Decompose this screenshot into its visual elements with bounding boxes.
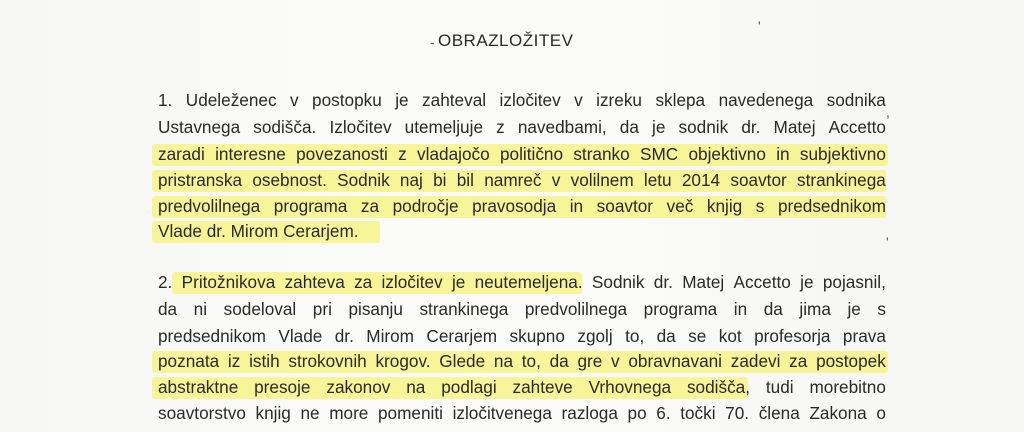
word: sodišča. (253, 117, 317, 137)
word: izreku (596, 90, 642, 110)
word: dr. (653, 272, 673, 292)
word: Glede (439, 351, 486, 371)
word: Sodnik (337, 170, 390, 190)
line-text (158, 88, 886, 112)
word: 2. (158, 272, 173, 292)
word: podlagi (441, 377, 497, 397)
word: strokovnih (288, 351, 367, 371)
word: je (395, 90, 409, 110)
paragraph-line (158, 115, 886, 139)
word: da (763, 299, 783, 319)
line-text (158, 270, 886, 294)
word: da (158, 299, 178, 319)
word: stranko (573, 144, 630, 164)
paragraph-line (158, 324, 886, 348)
word: programa (273, 196, 348, 216)
paragraph-line (158, 142, 886, 166)
word: predsednikom (777, 196, 886, 216)
word: postopku (312, 90, 382, 110)
word: Mirom (366, 326, 415, 346)
word: Vlade (278, 326, 323, 346)
word: da (619, 117, 639, 137)
word: krogov. (375, 351, 431, 371)
word: Accetto (733, 272, 791, 292)
word: za (360, 196, 380, 216)
pen-mark: , (886, 104, 890, 120)
word: more (329, 403, 369, 423)
word: na (406, 377, 426, 397)
paragraph-line (158, 401, 886, 425)
word: neutemeljena. (474, 272, 583, 292)
word: poznata (158, 351, 220, 371)
word: jima (799, 299, 831, 319)
word: člena (758, 403, 800, 423)
word: Izločitev (329, 117, 392, 137)
word: v (611, 351, 620, 371)
word: s (755, 196, 765, 216)
word: je (847, 299, 861, 319)
word: ni (193, 299, 208, 319)
paragraph-line (158, 349, 886, 373)
word: zgolj (577, 326, 613, 346)
word: 6. (656, 403, 671, 423)
word: soavtor (730, 170, 787, 190)
word: bi (433, 170, 447, 190)
word: pravosodja (472, 196, 557, 216)
word: dr. (741, 117, 761, 137)
word: zakonov (326, 377, 391, 397)
document-title: OBRAZLOŽITEV (438, 31, 574, 50)
word: navedbami, (517, 117, 607, 137)
word: v (574, 90, 583, 110)
word: osebnost. (252, 170, 327, 190)
word: knjig (706, 196, 743, 216)
word: področje (392, 196, 459, 216)
line-text (158, 194, 886, 218)
word: profesorja (754, 326, 831, 346)
word: postopek (816, 351, 886, 371)
word: zahteve (512, 377, 573, 397)
paragraph-line (158, 270, 886, 294)
word: zaradi (158, 144, 205, 164)
word: ne (300, 403, 320, 423)
word: predvolilnega (158, 196, 261, 216)
word: istih (249, 351, 280, 371)
word: izločitvenega (452, 403, 552, 423)
word: s (877, 299, 886, 319)
word: namreč (484, 170, 542, 190)
word: presoje (254, 377, 311, 397)
line-text (158, 324, 886, 348)
word: strankinega (797, 170, 886, 190)
word: tudi (765, 377, 794, 397)
word: z (398, 144, 407, 164)
word: Matej (773, 117, 816, 137)
paragraph-line (158, 219, 886, 243)
word: izločitev (499, 90, 561, 110)
word: o (876, 403, 886, 423)
word: na (493, 351, 514, 371)
word: programa (643, 299, 718, 319)
word: se (688, 326, 707, 346)
word: 2014 (681, 170, 721, 190)
word: interesne (215, 144, 286, 164)
word: Udeleženec (185, 90, 277, 110)
word: da (656, 326, 676, 346)
word: za (354, 272, 373, 292)
pen-mark: ' (758, 18, 761, 34)
word: po (627, 403, 647, 423)
word: letu (643, 170, 672, 190)
word: Cerarjem (426, 326, 498, 346)
word: obravnavani (628, 351, 723, 371)
word: morebitno (809, 377, 886, 397)
word: sodišča, (686, 377, 751, 397)
word: povezanosti (296, 144, 388, 164)
word: z (496, 117, 505, 137)
word: subjektivno (799, 144, 886, 164)
word: Sodnik (591, 272, 645, 292)
word: strankinega (419, 299, 509, 319)
line-text (158, 375, 886, 399)
line-text (158, 297, 886, 321)
word: objektivno (688, 144, 766, 164)
word: da (549, 351, 569, 371)
line-text (158, 142, 886, 166)
word: SMC (640, 144, 679, 164)
word: volilnem (570, 170, 634, 190)
word: gre (577, 351, 603, 371)
word: 70. (725, 403, 750, 423)
word: in (569, 196, 584, 216)
word: prava (842, 326, 886, 346)
word: točki (680, 403, 716, 423)
word: dr. (334, 326, 354, 346)
paragraph-line (158, 375, 886, 399)
pen-mark: - (430, 34, 435, 50)
word: zadevi (730, 351, 781, 371)
word: Accetto (828, 117, 886, 137)
word: je (800, 272, 814, 292)
paragraph-line (158, 297, 886, 321)
line-text (158, 349, 886, 373)
paragraph-line (158, 88, 886, 112)
word: 1. (158, 90, 173, 110)
line-text (158, 115, 886, 139)
word: politično (499, 144, 564, 164)
word: soavtorstvo (158, 403, 246, 423)
word: več (666, 196, 694, 216)
word: soavtor (596, 196, 654, 216)
paragraph-line (158, 194, 886, 218)
word: pojasnil, (822, 272, 886, 292)
word: in (776, 144, 790, 164)
word: in (733, 299, 748, 319)
line-text (158, 168, 886, 192)
word: Ustavnega (158, 117, 241, 137)
word: je (652, 117, 666, 137)
word: pri (312, 299, 332, 319)
word: naj (399, 170, 423, 190)
word: v (551, 170, 561, 190)
word: predvolilnega (524, 299, 628, 319)
word: Matej (682, 272, 725, 292)
word: za (789, 351, 808, 371)
word: skupno (509, 326, 565, 346)
word: sodeloval (223, 299, 297, 319)
word: v (290, 90, 299, 110)
word: to, (625, 326, 645, 346)
word: sklepa (655, 90, 706, 110)
word: zahteval (422, 90, 487, 110)
word: pristranska (158, 170, 243, 190)
paragraph-line (158, 168, 886, 192)
word: navedenega (718, 90, 814, 110)
word: predsednikom (158, 326, 266, 346)
word: kot (718, 326, 742, 346)
word: Pritožnikova (181, 272, 276, 292)
line-text: Vlade dr. Mirom Cerarjem. (158, 221, 359, 241)
word: knjig (255, 403, 291, 423)
pen-mark: ' (886, 234, 889, 250)
word: sodnika (826, 90, 886, 110)
word: Vrhovnega (588, 377, 672, 397)
word: izločitev (381, 272, 443, 292)
word: to, (521, 351, 541, 371)
word: je (451, 272, 466, 292)
word: iz (227, 351, 241, 371)
word: bil (456, 170, 474, 190)
word: zahteva (284, 272, 345, 292)
word: utemeljuje (404, 117, 483, 137)
word: razloga (561, 403, 618, 423)
line-text (158, 401, 886, 425)
word: vladajočo (417, 144, 490, 164)
word: pisanju (348, 299, 403, 319)
word: pomeniti (377, 403, 443, 423)
word: Zakona (809, 403, 867, 423)
word: sodnik (678, 117, 729, 137)
word: abstraktne (158, 377, 239, 397)
